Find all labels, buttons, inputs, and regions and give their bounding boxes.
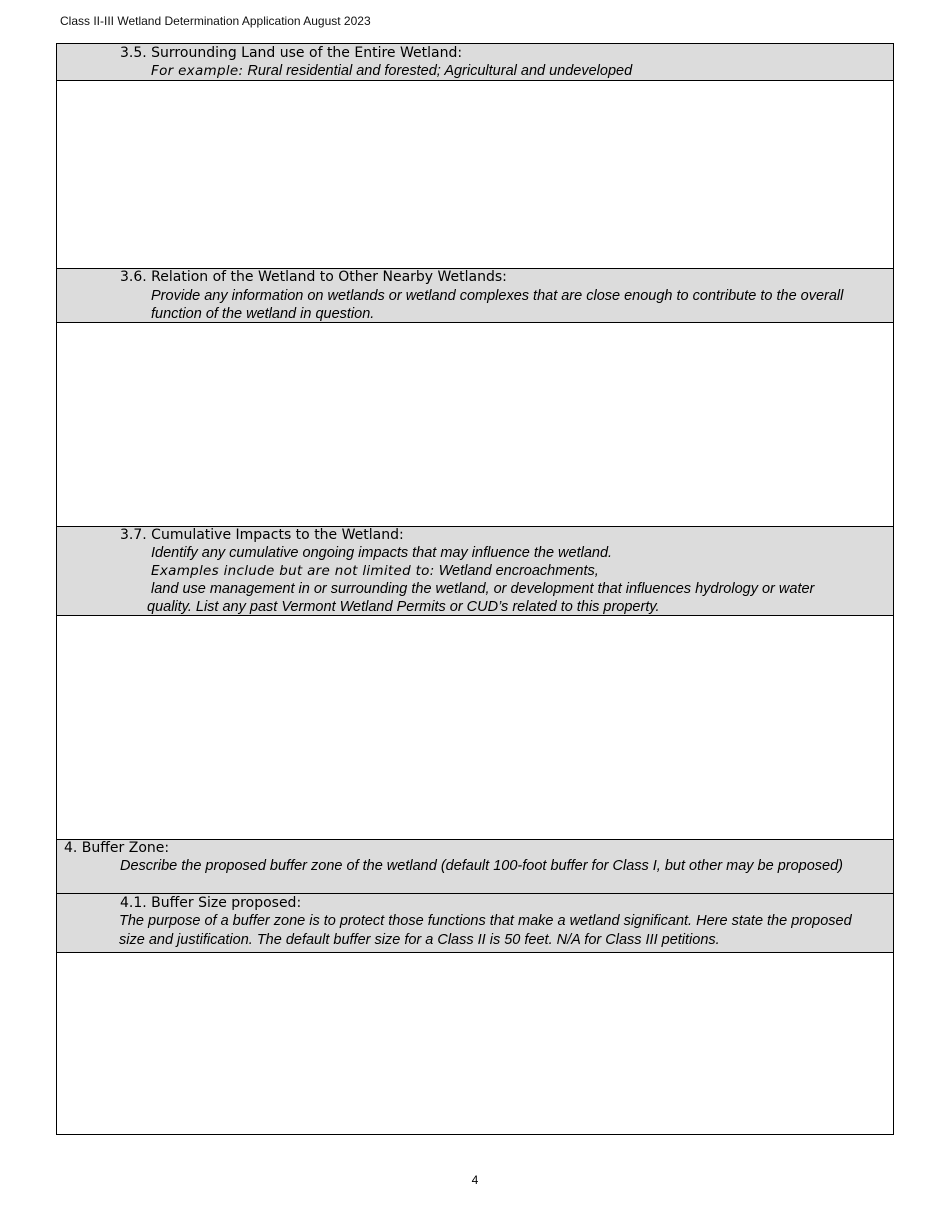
section-3-7-title: 3.7. Cumulative Impacts to the Wetland:	[120, 527, 404, 543]
section-3-7-line-2	[151, 562, 599, 580]
section-3-5-answer-field[interactable]	[57, 81, 893, 269]
section-3-7-header	[57, 527, 893, 616]
section-3-6-header	[57, 269, 893, 323]
section-3-5-description	[151, 62, 632, 80]
section-3-6-description: Provide any information on wetlands or wetland complexes that are close enough to contribute to the overall function of the wetland in question.	[151, 288, 844, 322]
section-4-1-header	[57, 894, 893, 953]
section-4-description: Describe the proposed buffer zone of the wetland (default 100-foot buffer for Class I, but other may be proposed)	[120, 858, 844, 874]
page-number: 4	[471, 1173, 479, 1187]
section-3-7-line-4: quality. List any past Vermont Wetland Permits or CUD’s related to this property.	[147, 599, 660, 615]
section-3-6-title: 3.6. Relation of the Wetland to Other Nearby Wetlands:	[120, 269, 507, 285]
form-table	[56, 43, 894, 1135]
section-3-5-lead: For example:	[151, 63, 244, 79]
section-3-7-line-2-text: Wetland encroachments,	[434, 563, 599, 579]
document-header: Class II-III Wetland Determination Application August 2023	[60, 14, 371, 28]
section-4-title: 4. Buffer Zone:	[64, 840, 170, 856]
section-3-7-answer-field[interactable]	[57, 616, 893, 840]
section-3-5-header	[57, 44, 893, 81]
section-4-header	[57, 840, 893, 894]
section-3-7-line-3: land use management in or surrounding the wetland, or development that influences hydrology or water	[151, 581, 815, 597]
section-3-7-lead: Examples include but are not limited to:	[151, 563, 435, 579]
section-3-5-desc-text: Rural residential and forested; Agricultural and undeveloped	[243, 63, 633, 79]
section-3-5-title: 3.5. Surrounding Land use of the Entire Wetland:	[120, 45, 463, 61]
section-4-1-description: The purpose of a buffer zone is to protect those functions that make a wetland significant. Here state the proposed size and justification. The default buffer size for a Class II is 50 feet. N/A for Class III petitions.	[119, 913, 852, 948]
section-3-7-line-1: Identify any cumulative ongoing impacts that may influence the wetland.	[151, 545, 613, 561]
section-3-6-answer-field[interactable]	[57, 323, 893, 527]
section-4-1-answer-field[interactable]	[57, 953, 893, 1135]
section-4-1-title: 4.1. Buffer Size proposed:	[120, 895, 302, 911]
